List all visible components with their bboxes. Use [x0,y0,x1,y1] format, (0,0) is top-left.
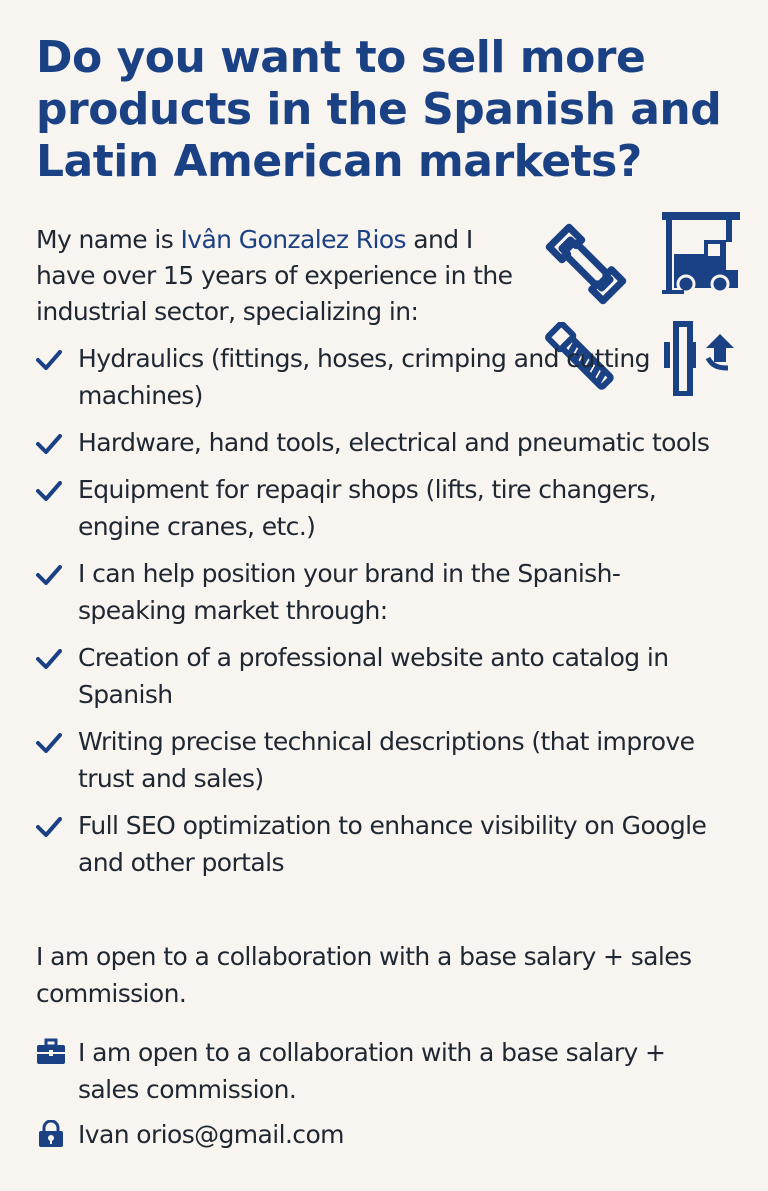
list-item [36,639,736,713]
checkmark-icon [36,733,62,753]
checkmark-icon [36,649,62,669]
briefcase-icon [36,1038,66,1066]
headline: Do you want to sell more products in the Spanish and Latin American markets? [36,32,722,187]
list-item-text: Equipment for repaqir shops (lifts, tire changers, engine cranes, etc.) [78,475,657,541]
list-item [36,555,736,629]
email-address[interactable]: Ivan orios@gmail.com [78,1120,344,1149]
email-line [36,1116,344,1153]
list-item-text: Writing precise technical descriptions (that improve trust and sales) [78,727,695,793]
list-item [36,807,736,881]
list-item-text: I can help position your brand in the Spanish-speaking market through: [78,559,621,625]
list-item-text: Hardware, hand tools, electrical and pneumatic tools [78,428,710,457]
list-item-text: Creation of a professional website anto catalog in Spanish [78,643,669,709]
intro-suffix: and I have over 15 years of experience in the industrial sector, specializing in: [36,225,513,326]
checkmark-icon [36,350,62,370]
lock-icon [36,1120,66,1148]
checklist [36,340,736,891]
list-item [36,424,736,461]
intro-paragraph [36,222,516,330]
list-item [36,471,736,545]
work-line-text: I am open to a collaboration with a base salary + sales commission. [78,1038,666,1104]
list-item [36,723,736,797]
checkmark-icon [36,434,62,454]
list-item [36,340,736,414]
work-line [36,1034,678,1108]
closing-statement: I am open to a collaboration with a base salary + sales commission. [36,942,692,1008]
checkmark-icon [36,565,62,585]
author-name: Ivân Gonzalez Rios [180,225,406,254]
forklift-icon [660,208,742,296]
list-item-text: Hydraulics (fittings, hoses, crimping and cutting machines) [78,344,650,410]
intro-prefix: My name is [36,225,181,254]
wrench-icon [544,222,628,306]
checkmark-icon [36,481,62,501]
checkmark-icon [36,817,62,837]
list-item-text: Full SEO optimization to enhance visibility on Google and other portals [78,811,707,877]
